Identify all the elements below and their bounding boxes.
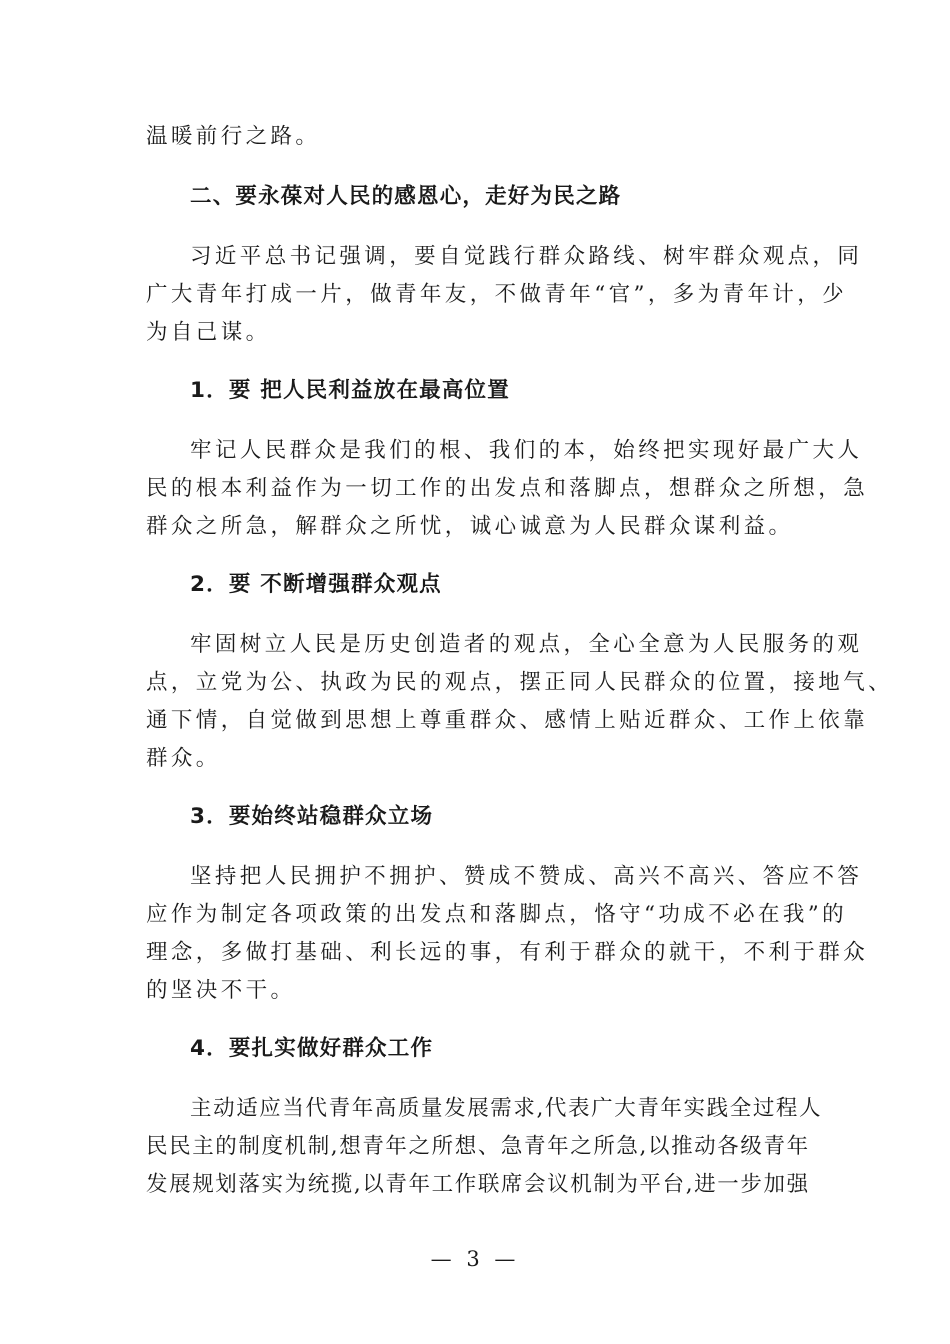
body-text-line: 通下情，自觉做到思想上尊重群众、感情上贴近群众、工作上依靠 — [146, 708, 869, 733]
body-text-line: 为自己谋。 — [146, 320, 271, 345]
body-text-line: 理念，多做打基础、利长远的事，有利于群众的就干，不利于群众 — [146, 940, 869, 965]
body-text-line: 温暖前行之路。 — [146, 124, 321, 149]
body-text-line: 应作为制定各项政策的出发点和落脚点，恪守“功成不必在我”的 — [146, 902, 848, 927]
body-text-line: 民民主的制度机制,想青年之所想、急青年之所急,以推动各级青年 — [146, 1134, 810, 1159]
body-text-line: 的坚决不干。 — [146, 978, 296, 1003]
subsection-heading: 3．要始终站稳群众立场 — [190, 804, 434, 829]
section-heading: 二、要永葆对人民的感恩心，走好为民之路 — [190, 184, 622, 209]
body-text-line: 民的根本利益作为一切工作的出发点和落脚点，想群众之所想，急 — [146, 476, 869, 501]
subsection-heading: 1．要 把人民利益放在最高位置 — [190, 378, 510, 403]
body-text-line: 牢记人民群众是我们的根、我们的本，始终把实现好最广大人 — [190, 438, 863, 463]
subsection-heading: 2．要 不断增强群众观点 — [190, 572, 442, 597]
body-text-line: 群众之所急，解群众之所忧，诚心诚意为人民群众谋利益。 — [146, 514, 794, 539]
body-text-line: 主动适应当代青年高质量发展需求,代表广大青年实践全过程人 — [190, 1096, 823, 1121]
body-text-line: 牢固树立人民是历史创造者的观点，全心全意为人民服务的观 — [190, 632, 863, 657]
body-text-line: 习近平总书记强调，要自觉践行群众路线、树牢群众观点，同 — [190, 244, 863, 269]
body-text-line: 群众。 — [146, 746, 221, 771]
body-text-line: 发展规划落实为统揽,以青年工作联席会议机制为平台,进一步加强 — [146, 1172, 810, 1197]
body-text-line: 点，立党为公、执政为民的观点，摆正同人民群众的位置，接地气、 — [146, 670, 894, 695]
subsection-heading: 4．要扎实做好群众工作 — [190, 1036, 434, 1061]
page-number: — 3 — — [430, 1247, 520, 1271]
body-text-line: 坚持把人民拥护不拥护、赞成不赞成、高兴不高兴、答应不答 — [190, 864, 863, 889]
body-text-line: 广大青年打成一片，做青年友，不做青年“官”，多为青年计，少 — [146, 282, 848, 307]
